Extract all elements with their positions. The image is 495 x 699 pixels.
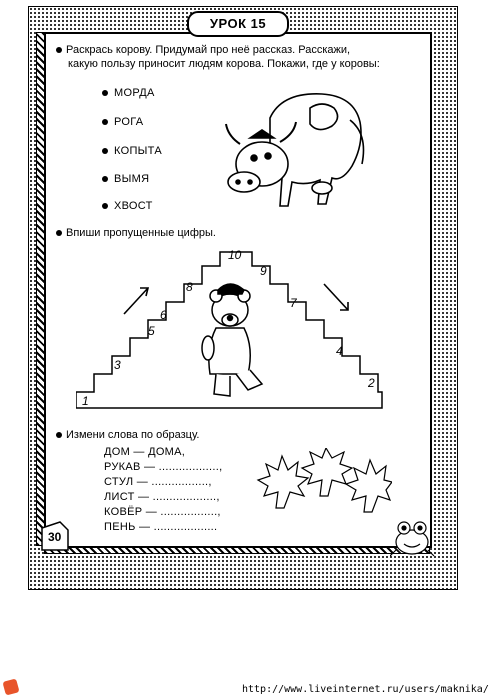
word-sleeve: РУКАВ — .................., [104,461,223,473]
maple-leaves-illustration [256,448,392,518]
task2-text: Впиши пропущенные цифры. [56,226,216,240]
stair-number-10: 10 [228,248,242,262]
task3-text: Измени слова по образцу. [56,428,199,442]
stair-number-5: 5 [148,324,155,338]
cow-item-udder: ВЫМЯ [102,173,149,185]
staircase-diagram [76,244,396,414]
cow-item-horns: РОГА [102,116,143,128]
cow-item-muzzle: МОРДА [102,87,155,99]
cow-illustration [222,78,372,218]
word-chair: СТУЛ — ................., [104,476,212,488]
frog-illustration [390,512,436,558]
task1-line2: какую пользу приносит людям корова. Покажи, где у коровы: [68,58,380,70]
cow-item-tail: ХВОСТ [102,200,153,212]
stair-number-3: 3 [114,358,121,372]
stair-number-2: 2 [368,376,375,390]
word-stump: ПЕНЬ — ................... [104,521,218,533]
cow-item-hooves: КОПЫТА [102,145,162,157]
task1-line1: Раскрась корову. Придумай про неё рассказ. Расскажи, [56,43,350,57]
stair-number-9: 9 [260,264,267,278]
stair-number-6: 6 [160,308,167,322]
stair-number-8: 8 [186,280,193,294]
lesson-title: УРОК 15 [187,11,289,37]
liveinternet-logo-icon [2,678,19,695]
word-carpet: КОВЁР — ................., [104,506,221,518]
stair-number-4: 4 [336,344,343,358]
word-leaf: ЛИСТ — ..................., [104,491,220,503]
stair-number-1: 1 [82,394,89,408]
stair-number-7: 7 [290,296,297,310]
source-url[interactable]: http://www.liveinternet.ru/users/maknika/ [242,684,489,695]
word-example: ДОМ — ДОМА, [104,446,186,458]
page-number: 30 [48,530,62,544]
